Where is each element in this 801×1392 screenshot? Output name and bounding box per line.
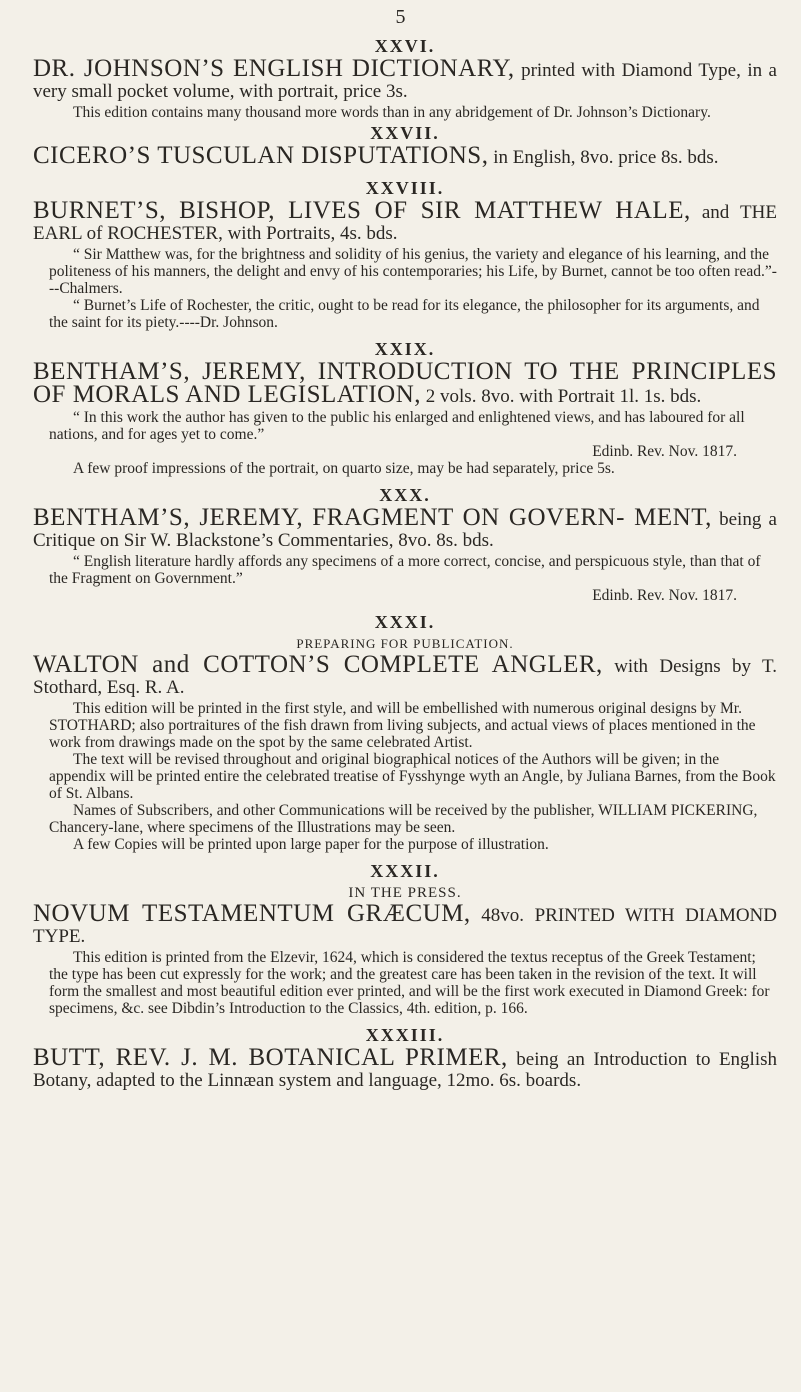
- entry-title: DR. JOHNSON’S ENGLISH DICTIONARY, printed with Diamond Type, in a very small pocket volume, with portrait, price 3s.: [33, 55, 777, 102]
- entry-note: This edition will be printed in the first style, and will be embellished with numerous original designs by Mr. STOTHARD; also portraitures of the fish drawn from living subjects, and actual views of places mentioned in the work from drawings made on the spot by the same celebrated Artist.: [49, 700, 756, 751]
- entry-number: XXVIII.: [365, 178, 445, 198]
- entry-title: CICERO’S TUSCULAN DISPUTATIONS, in English, 8vo. price 8s. bds.: [33, 142, 719, 169]
- entry-quote: “ Sir Matthew was, for the brightness and solidity of his genius, the variety and elegance of his learning, and the politeness of his manners, the delight and envy of his contemporaries; his Life, by Burnet, cannot be too often read.”---Chalmers.: [49, 246, 777, 297]
- entry-number: XXVI.: [374, 36, 436, 56]
- entry-xxix: [33, 339, 777, 477]
- entry-number: XXXI.: [374, 612, 436, 632]
- entry-title: BURNET’S, BISHOP, LIVES OF SIR MATTHEW HALE, and THE EARL of ROCHESTER, with Portraits, 4s. bds.: [33, 197, 777, 244]
- page-number: 5: [395, 6, 406, 28]
- entry-number: XXX.: [379, 485, 431, 505]
- entry-note: Names of Subscribers, and other Communications will be received by the publisher, WILLIAM PICKERING, Chancery-lane, where specimens of the Illustrations may be seen.: [49, 802, 758, 836]
- entry-note: The text will be revised throughout and original biographical notices of the Authors will be given; in the appendix will be printed entire the celebrated treatise of Fysshynge wyth an Angle, by Juliana Barnes, from the Book of St. Albans.: [49, 751, 776, 802]
- entry-number: XXXII.: [370, 861, 440, 881]
- entry-note: A few Copies will be printed upon large paper for the purpose of illustration.: [73, 836, 549, 853]
- entry-number: XXVII.: [370, 123, 440, 143]
- entry-xxviii: [33, 178, 777, 331]
- entry-xxx: [33, 485, 777, 604]
- entry-xxvii: [33, 123, 777, 168]
- entry-title: WALTON and COTTON’S COMPLETE ANGLER, with Designs by T. Stothard, Esq. R. A.: [33, 651, 777, 698]
- entry-source: Edinb. Rev. Nov. 1817.: [592, 443, 737, 460]
- entry-status: IN THE PRESS.: [348, 885, 462, 901]
- catalogue-entries: [33, 34, 777, 1093]
- entry-xxvi: [33, 36, 777, 121]
- entry-number: XXIX.: [374, 339, 436, 359]
- entry-status: PREPARING FOR PUBLICATION.: [296, 636, 514, 651]
- entry-xxxii: [33, 861, 777, 1017]
- entry-quote: “ In this work the author has given to the public his enlarged and enlightened views, and has laboured for all nations, and for ages yet to come.”: [49, 409, 745, 443]
- entry-title: BENTHAM’S, JEREMY, INTRODUCTION TO THE PRINCIPLES OF MORALS AND LEGISLATION, 2 vols. 8vo. with Portrait 1l. 1s. bds.: [33, 358, 777, 408]
- entry-source: Edinb. Rev. Nov. 1817.: [592, 587, 737, 604]
- entry-xxxi: [33, 612, 777, 853]
- entry-title: BUTT, REV. J. M. BOTANICAL PRIMER, being an Introduction to English Botany, adapted to the Linnæan system and language, 12mo. 6s. boards.: [33, 1044, 778, 1091]
- entry-note: A few proof impressions of the portrait, on quarto size, may be had separately, price 5s.: [73, 460, 615, 477]
- entry-title: NOVUM TESTAMENTUM GRÆCUM, 48vo. PRINTED WITH DIAMOND TYPE.: [33, 900, 778, 947]
- entry-note: This edition contains many thousand more words than in any abridgement of Dr. Johnson’s Dictionary.: [73, 104, 711, 121]
- entry-number: XXXIII.: [365, 1025, 445, 1045]
- entry-xxxiii: [33, 1025, 777, 1091]
- entry-quote: “ English literature hardly affords any specimens of a more correct, concise, and perspicuous style, than that of the Fragment on Government.”: [49, 553, 761, 587]
- entry-note: This edition is printed from the Elzevir, 1624, which is considered the textus receptus of the Greek Testament; the type has been cut expressly for the work; and the greatest care has been taken in the revision of the text. It will form the smallest and most beautiful edition ever printed, and will be the first work executed in Diamond Greek: for specimens, &c. see Dibdin’s Introduction to the Classics, 4th. edition, p. 166.: [49, 949, 770, 1017]
- entry-quote: “ Burnet’s Life of Rochester, the critic, ought to be read for its elegance, the philosopher for its arguments, and the saint for its piety.----Dr. Johnson.: [49, 297, 760, 331]
- entry-title: BENTHAM’S, JEREMY, FRAGMENT ON GOVERN- MENT, being a Critique on Sir W. Blackstone’s Commentaries, 8vo. 8s. bds.: [33, 504, 777, 551]
